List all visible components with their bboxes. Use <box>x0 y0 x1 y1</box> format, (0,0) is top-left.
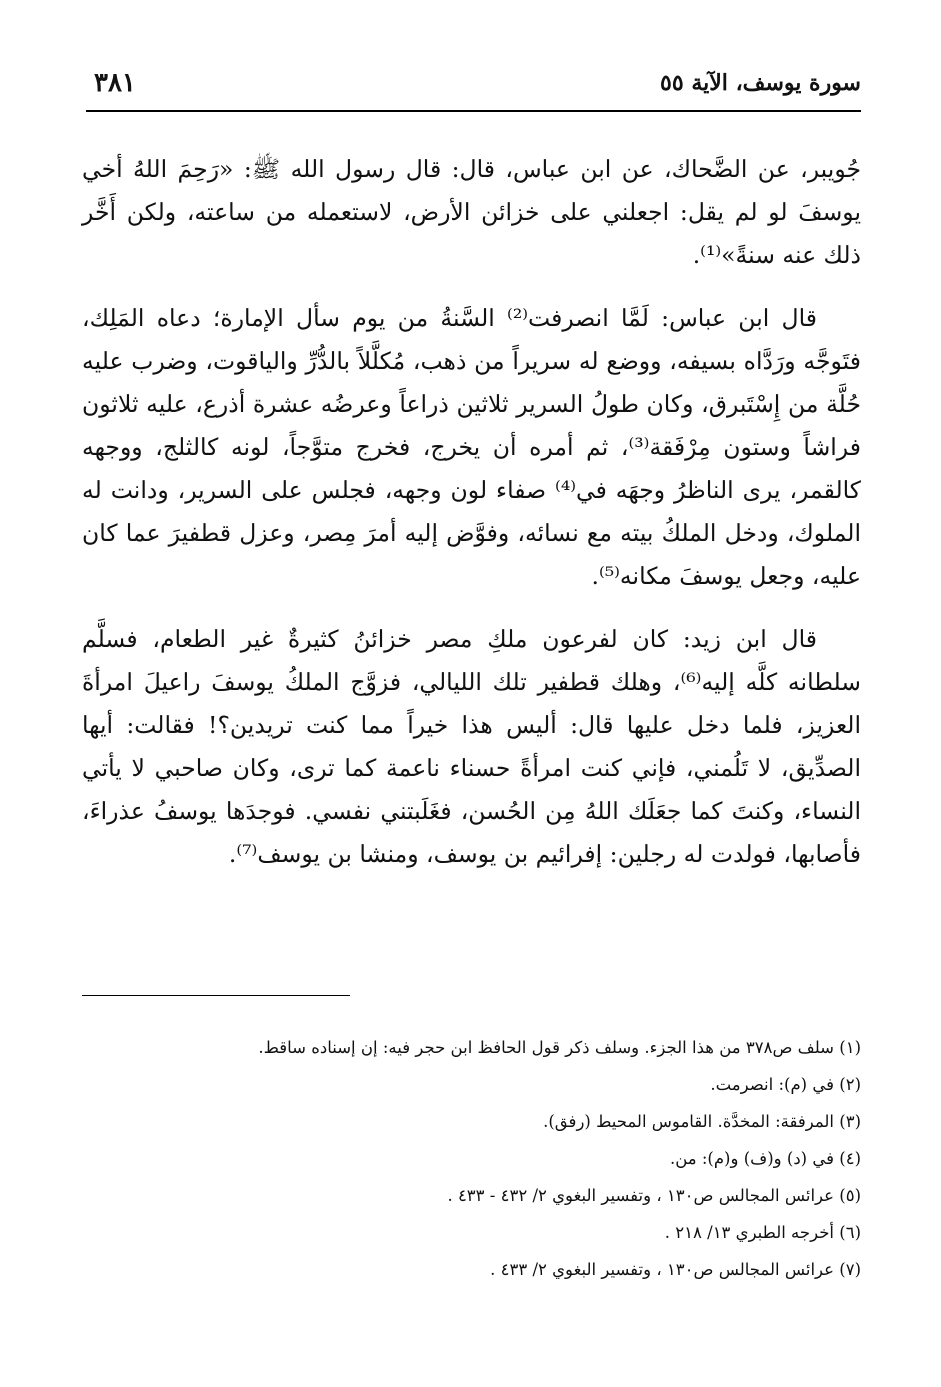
footnote: (٥) عرائس المجالس ص١٣٠ ، وتفسير البغوي ٢/ ٤٣٢ - ٤٣٣ . <box>447 1186 861 1205</box>
page-number: ٣٨١ <box>94 68 136 98</box>
footnote: (٣) المرفقة: المخدَّة. القاموس المحيط (رفق). <box>543 1112 861 1131</box>
footnote-divider <box>82 995 350 996</box>
footnote: (٦) أخرجه الطبري ١٣/ ٢١٨ . <box>664 1223 861 1242</box>
main-text <box>82 148 861 896</box>
footnotes <box>82 1035 861 1294</box>
footnote: (٢) في (م): انصرمت. <box>710 1075 861 1094</box>
header-title: سورة يوسف، الآية ٥٥ <box>660 70 861 96</box>
paragraph: قال ابن عباس: لَمَّا انصرفت⁽²⁾ السَّنةُ من يوم سأل الإمارة؛ دعاه المَلِك، فتَوجَّه ورَدَّاه بسيفه، ووضع له سريراً من ذهب، مُكلَّلاً بالدُّرِّ والياقوت، وضرب عليه حُلَّة من إِسْتَبرق، وكان طولُ السرير ثلاثين ذراعاً وعرضُه عشرة أذرع، عليه ثلاثون فراشاً وستون مِرْفَقة⁽³⁾، ثم أمره أن يخرج، فخرج متوَّجاً، لونه كالثلج، ووجهه كالقمر، يرى الناظرُ وجهَه في⁽⁴⁾ صفاء لون وجهه، فجلس على السرير، ودانت له الملوك، ودخل الملكُ بيته مع نسائه، وفوَّض إليه أمرَ مِصر، وعزل قطفيرَ عما كان عليه، وجعل يوسفَ مكانه⁽⁵⁾. <box>82 304 861 590</box>
paragraph: قال ابن زيد: كان لفرعون ملكِ مصر خزائنُ كثيرةٌ غير الطعام، فسلَّم سلطانه كلَّه إليه⁽⁶⁾، وهلك قطفير تلك الليالي، فزوَّج الملكُ يوسفَ راعيلَ امرأةَ العزيز، فلما دخل عليها قال: أليس هذا خيراً مما كنت تريدين؟! فقالت: أيها الصدِّيق، لا تَلُمني، فإني كنت امرأةً حسناء ناعمة كما ترى، وكان صاحبي لا يأتي النساء، وكنتَ كما جعَلَك اللهُ مِن الحُسن، فغَلَبتني نفسي. فوجدَها يوسفُ عذراءَ، فأصابها، فولدت له رجلين: إفرائيم بن يوسف، ومنشا بن يوسف⁽⁷⁾. <box>82 625 861 868</box>
footnote: (٤) في (د) و(ف) و(م): من. <box>669 1149 861 1168</box>
running-header <box>86 68 861 112</box>
paragraph: جُويبر، عن الضَّحاك، عن ابن عباس، قال: قال رسول الله ﷺ: «رَحِمَ اللهُ أخي يوسفَ لو لم يقل: اجعلني على خزائن الأرض، لاستعمله من ساعته، ولكن أَخَّر ذلك عنه سنةً»⁽¹⁾. <box>82 155 861 269</box>
footnote: (١) سلف ص٣٧٨ من هذا الجزء. وسلف ذكر قول الحافظ ابن حجر فيه: إن إسناده ساقط. <box>258 1038 861 1057</box>
footnote: (٧) عرائس المجالس ص١٣٠ ، وتفسير البغوي ٢/ ٤٣٣ . <box>490 1260 861 1279</box>
